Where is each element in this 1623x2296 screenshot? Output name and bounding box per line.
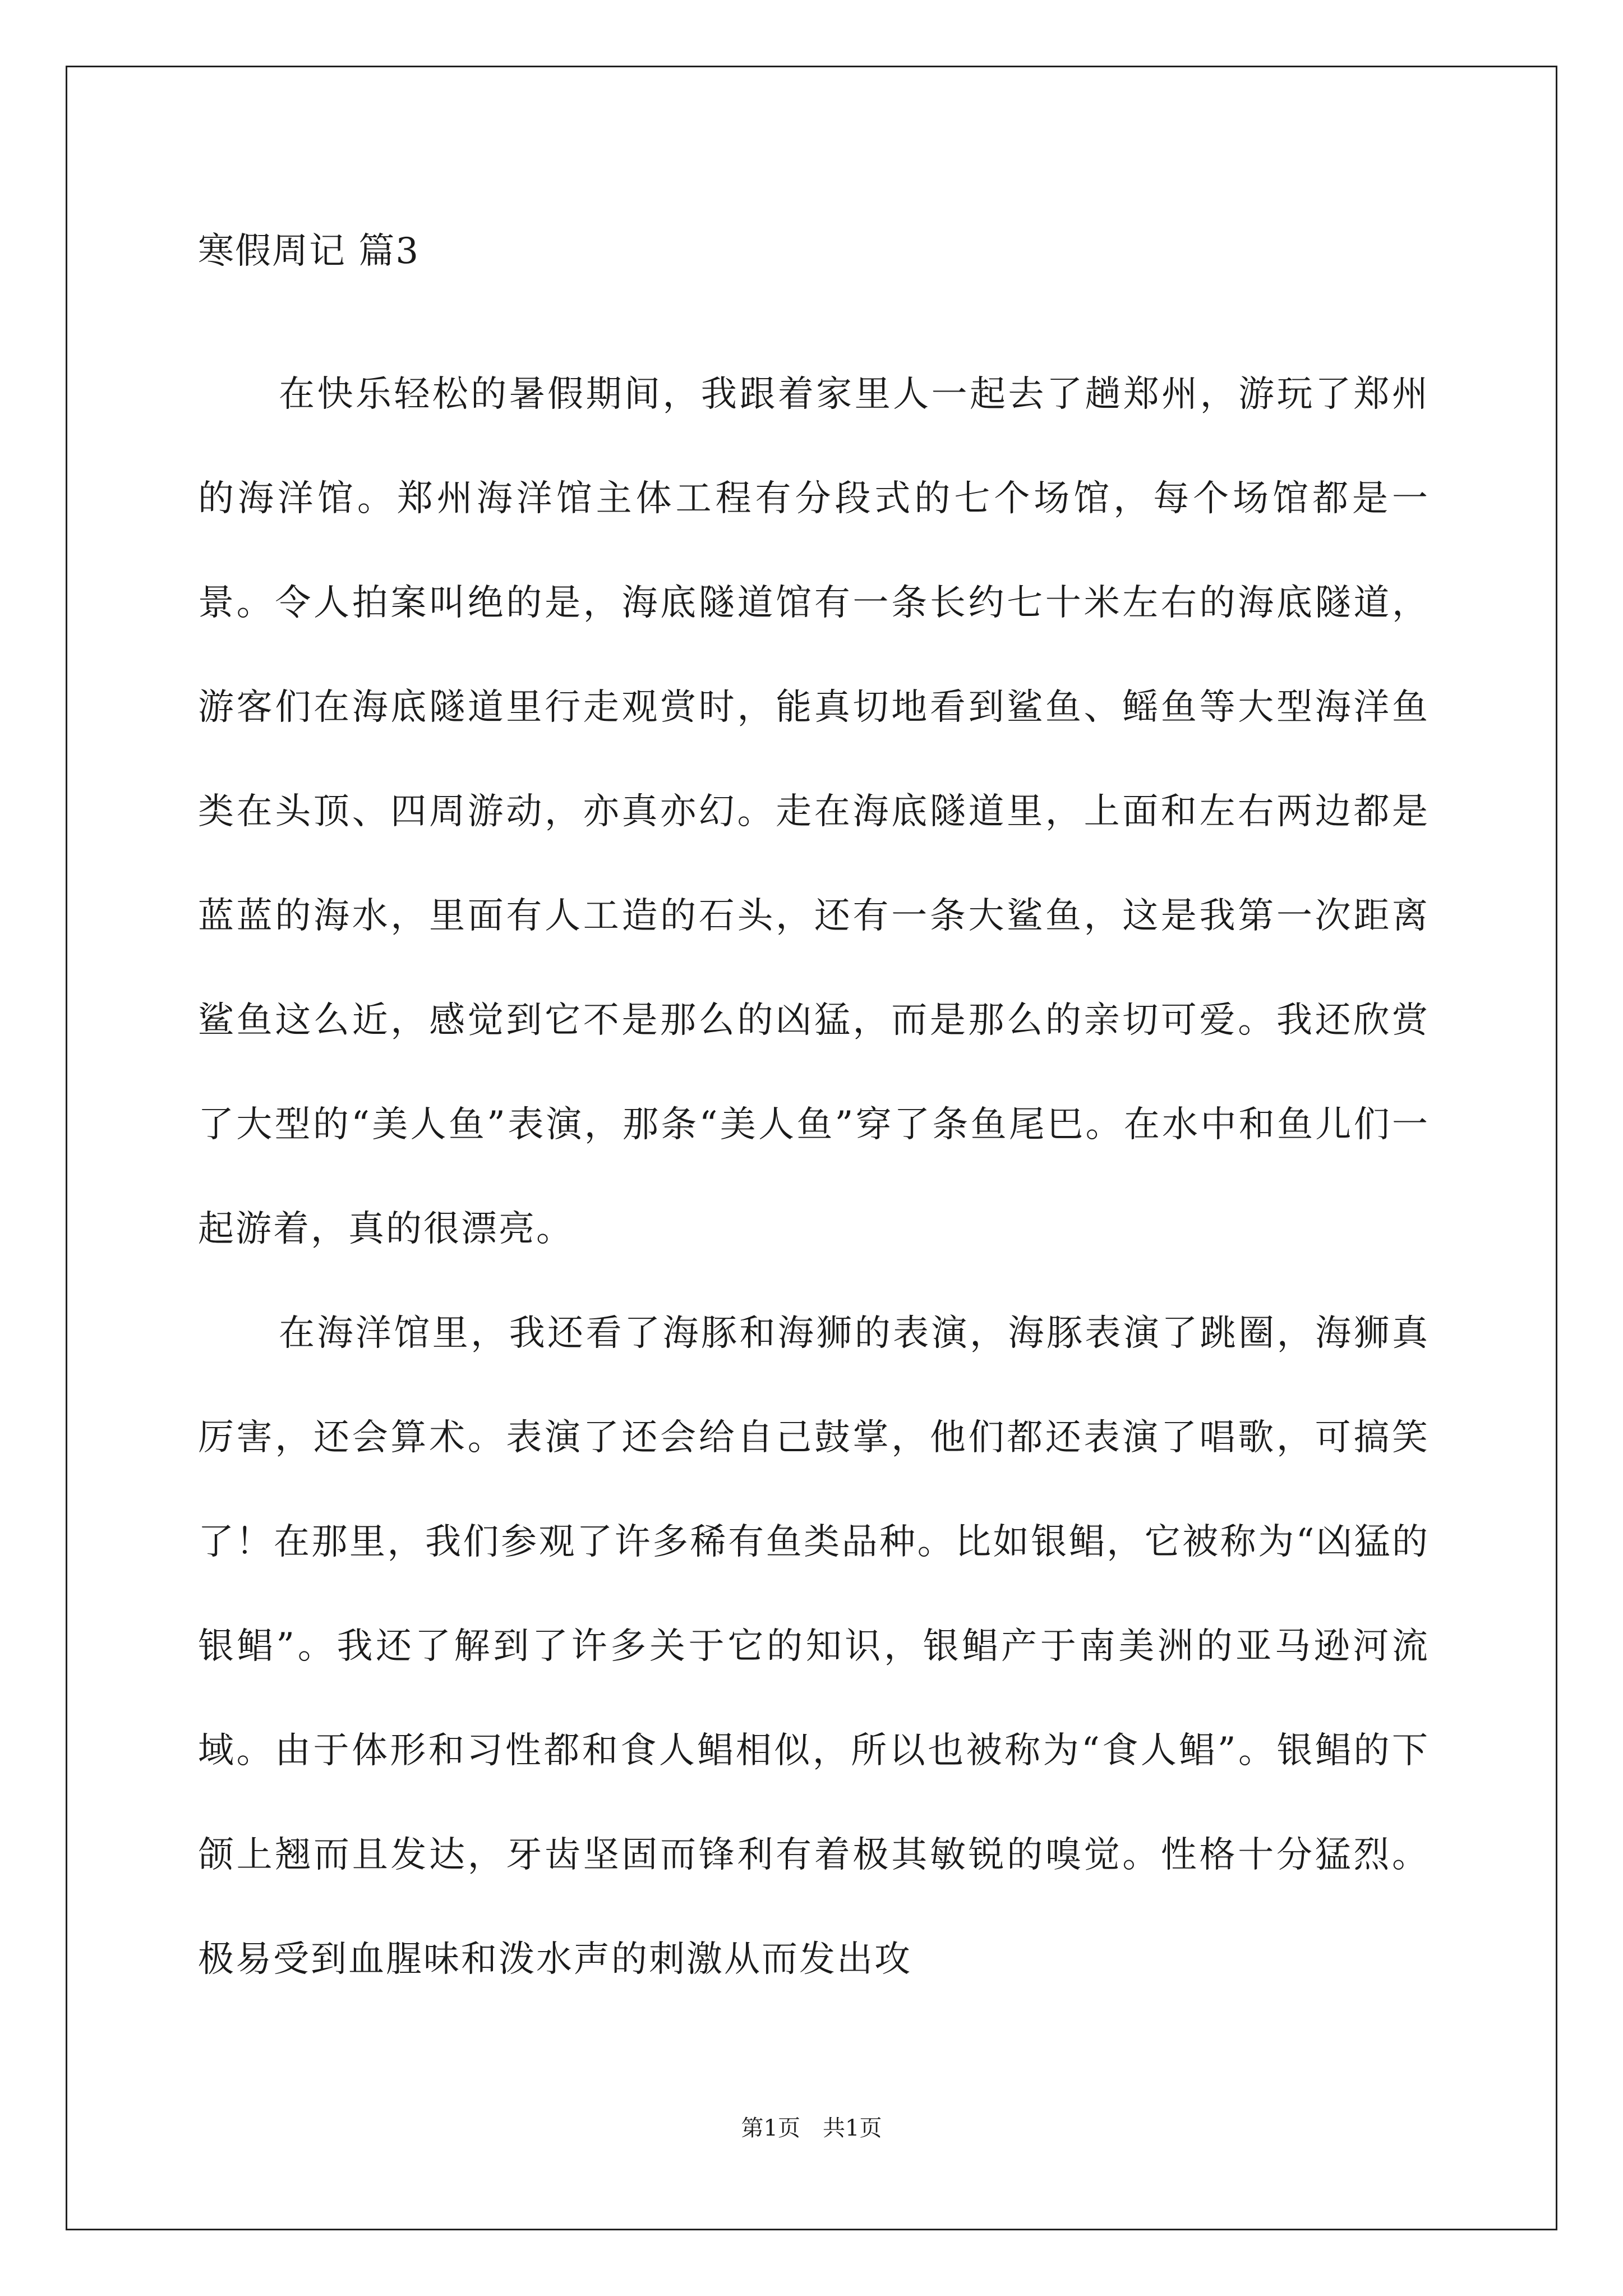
document-body — [198, 342, 1430, 2012]
document-title: 寒假周记 篇3 — [198, 231, 420, 272]
paragraph-1: 在快乐轻松的暑假期间，我跟着家里人一起去了趟郑州，游玩了郑州的海洋馆。郑州海洋馆主体工程有分段式的七个场馆，每个场馆都是一景。令人拍案叫绝的是，海底隧道馆有一条长约七十米左右的海底隧道，游客们在海底隧道里行走观赏时，能真切地看到鲨鱼、鳐鱼等大型海洋鱼类在头顶、四周游动，亦真亦幻。走在海底隧道里，上面和左右两边都是蓝蓝的海水，里面有人工造的石头，还有一条大鲨鱼，这是我第一次距离鲨鱼这么近，感觉到它不是那么的凶猛，而是那么的亲切可爱。我还欣赏了大型的“美人鱼”表演，那条“美人鱼”穿了条鱼尾巴。在水中和鱼儿们一起游着，真的很漂亮。 — [198, 374, 1430, 1250]
page-footer — [0, 2111, 1623, 2145]
page-number-total: 共1页 — [823, 2115, 882, 2141]
page-number-current: 第1页 — [741, 2115, 800, 2141]
paragraph-2: 在海洋馆里，我还看了海豚和海狮的表演，海豚表演了跳圈，海狮真厉害，还会算术。表演了还会给自己鼓掌，他们都还表演了唱歌，可搞笑了！在那里，我们参观了许多稀有鱼类品种。比如银鲳，它被称为“凶猛的银鲳”。我还了解到了许多关于它的知识，银鲳产于南美洲的亚马逊河流域。由于体形和习性都和食人鲳相似，所以也被称为“食人鲳”。银鲳的下颌上翘而且发达，牙齿坚固而锋利有着极其敏锐的嗅觉。性格十分猛烈。极易受到血腥味和泼水声的刺激从而发出攻 — [198, 1313, 1430, 1980]
